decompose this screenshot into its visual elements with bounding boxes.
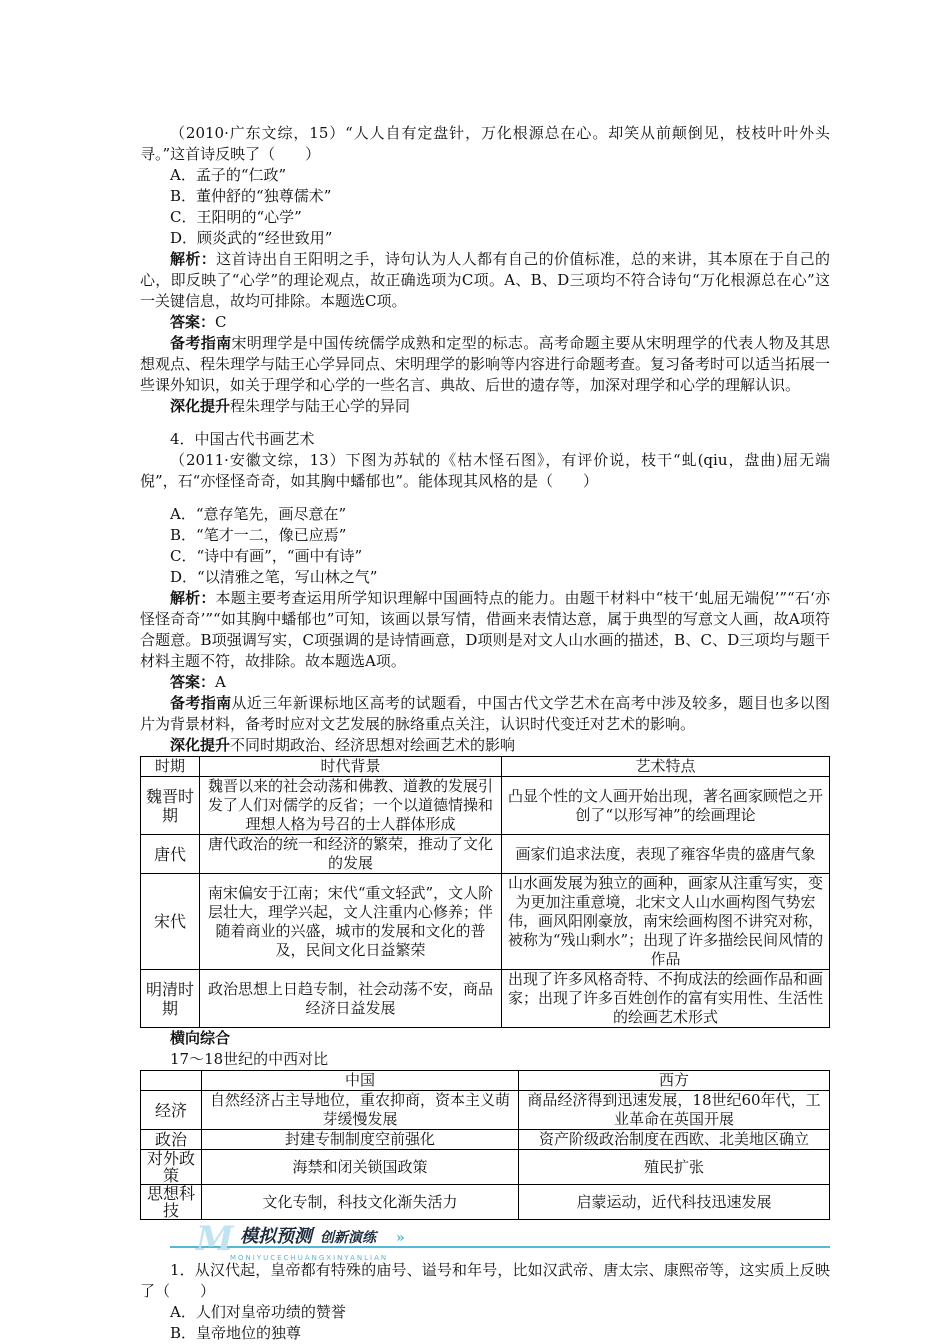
cell-china: 海禁和闭关锁国政策 (202, 1150, 519, 1185)
deepen-label: 深化提升 (170, 397, 231, 415)
cell-item: 思想科技 (141, 1185, 202, 1220)
synthesis-label-text: 横向综合 (170, 1029, 231, 1047)
banner-subtitle: 创新演练 (320, 1230, 376, 1246)
option-b: B．皇帝地位的独尊 (170, 1324, 302, 1342)
guide-label: 备考指南 (170, 334, 232, 352)
table-row (141, 1130, 830, 1150)
option-b: B．“笔才一二，像已应焉” (170, 526, 347, 544)
cell-period: 明清时期 (141, 970, 200, 1028)
table-row (141, 835, 830, 874)
answer-label: 答案： (170, 313, 216, 331)
cell-feature: 画家们追求法度，表现了雍容华贵的盛唐气象 (502, 835, 830, 874)
answer-value: C (215, 313, 227, 331)
option-d: D．“以清雅之笔，写山林之气” (170, 568, 378, 586)
deepen-text: 不同时期政治、经济思想对绘画艺术的影响 (230, 736, 516, 754)
cell-item: 政治 (141, 1130, 202, 1150)
header-feature: 艺术特点 (502, 757, 830, 777)
cell-feature: 凸显个性的文人画开始出现，著名画家顾恺之开创了“以形写神”的绘画理论 (502, 777, 830, 835)
header-west: 西方 (519, 1071, 830, 1091)
cell-west: 启蒙运动，近代科技迅速发展 (519, 1185, 830, 1220)
cell-china: 自然经济占主导地位，重农抑商，资本主义萌芽缓慢发展 (202, 1091, 519, 1130)
analysis-text: 这首诗出自王阳明之手，诗句认为人人都有自己的价值标准，总的来讲，其本原在于自己的心，即反映了“心学”的理论观点，故正确选项为C项。A、B、D三项均不符合诗句“万化根源总在心”这一关键信息，故均可排除。本题选C项。 (140, 250, 830, 310)
table-row (141, 1185, 830, 1220)
cell-china: 文化专制，科技文化渐失活力 (202, 1185, 519, 1220)
cell-item: 经济 (141, 1091, 202, 1130)
cell-feature: 出现了许多风格奇特、不拘成法的绘画作品和画家；出现了许多百姓创作的富有实用性、生活性的绘画艺术形式 (502, 970, 830, 1028)
guide-paragraph (140, 333, 830, 396)
cell-background: 唐代政治的统一和经济的繁荣，推动了文化的发展 (200, 835, 502, 874)
deepen-text: 程朱理学与陆王心学的异同 (230, 397, 411, 415)
answer-paragraph (140, 672, 830, 693)
analysis-paragraph (140, 249, 830, 312)
answer-label: 答案： (170, 673, 216, 691)
header-china: 中国 (202, 1071, 519, 1091)
guide-paragraph (140, 693, 830, 735)
table-header-row (141, 757, 830, 777)
guide-label: 备考指南 (170, 694, 232, 712)
cell-period: 唐代 (141, 835, 200, 874)
analysis-label: 解析： (170, 589, 216, 607)
option-a: A．“意存笔先，画尽意在” (170, 505, 347, 523)
header-background: 时代背景 (200, 757, 502, 777)
table-row (141, 1150, 830, 1185)
header-item (141, 1071, 202, 1091)
banner-title: 模拟预测 (240, 1226, 312, 1247)
option-a: A．人们对皇帝功绩的赞誉 (170, 1303, 346, 1321)
cell-west: 资产阶级政治制度在西欧、北美地区确立 (519, 1130, 830, 1150)
analysis-paragraph (140, 588, 830, 672)
deepen-paragraph (140, 735, 830, 756)
question-stem-2010: （2010·广东文综，15）“人人自有定盘针，万化根源总在心。却笑从前颠倒见，枝枝叶叶外头寻。”这首诗反映了（ ） (140, 124, 830, 163)
option-c: C．王阳明的“心学” (170, 208, 302, 226)
section-banner (170, 1219, 830, 1262)
cell-background: 政治思想上日趋专制，社会动荡不安，商品经济日益发展 (200, 970, 502, 1028)
spacer (140, 492, 830, 504)
guide-text: 从近三年新课标地区高考的试题看，中国古代文学艺术在高考中涉及较多，题目也多以图片为背景材料，备考时应对文艺发展的脉络重点关注，认识时代变迁对艺术的影响。 (140, 694, 830, 733)
guide-text: 宋明理学是中国传统儒学成熟和定型的标志。高考命题主要从宋明理学的代表人物及其思想观点、程朱理学与陆王心学异同点、宋明理学的影响等内容进行命题考查。复习备考时可以适当拓展一些课外知识，如关于理学和心学的一些名言、典故、后世的遗存等，加深对理学和心学的理解认识。 (140, 334, 831, 394)
cell-period: 魏晋时期 (141, 777, 200, 835)
option-b: B．董仲舒的“独尊儒术” (170, 187, 332, 205)
cell-background: 南宋偏安于江南；宋代“重文轻武”，文人阶层壮大，理学兴起，文人注重内心修养；伴随着商业的兴盛，城市的发展和文化的普及，民间文化日益繁荣 (200, 874, 502, 970)
section-title-4: 4．中国古代书画艺术 (170, 430, 315, 448)
table-header-row (141, 1071, 830, 1091)
cell-feature: 山水画发展为独立的画种，画家从注重写实，变为更加注重意境，北宋文人山水画构图气势宏伟，画风阳刚豪放，南宋绘画构图不讲究对称，被称为“残山剩水”；出现了许多描绘民间风情的作品 (502, 874, 830, 970)
analysis-label: 解析： (170, 250, 217, 268)
table-row (141, 1091, 830, 1130)
cell-background: 魏晋以来的社会动荡和佛教、道教的发展引发了人们对儒学的反省；一个以道德情操和理想人格为号召的士人群体形成 (200, 777, 502, 835)
option-a: A．孟子的“仁政” (170, 166, 287, 184)
document-page (140, 123, 830, 1344)
synthesis-label (140, 1028, 830, 1049)
answer-value: A (215, 673, 226, 691)
cell-west: 商品经济得到迅速发展，18世纪60年代，工业革命在英国开展 (519, 1091, 830, 1130)
double-arrow-icon: » (396, 1230, 405, 1246)
option-d: D．顾炎武的“经世致用” (170, 229, 333, 247)
deepen-label: 深化提升 (170, 736, 231, 754)
question-stem-1: 1．从汉代起，皇帝都有特殊的庙号、谥号和年号，比如汉武帝、唐太宗、康熙帝等，这实质上反映了（ ） (140, 1261, 830, 1300)
spacer (140, 417, 830, 429)
deepen-paragraph (140, 396, 830, 417)
cell-china: 封建专制制度空前强化 (202, 1130, 519, 1150)
table-row (141, 777, 830, 835)
synthesis-subtitle: 17～18世纪的中西对比 (170, 1050, 329, 1068)
cell-west: 殖民扩张 (519, 1150, 830, 1185)
header-period: 时期 (141, 757, 200, 777)
analysis-text: 本题主要考查运用所学知识理解中国画特点的能力。由题干材料中“枝干‘虬屈无端倪’”“石‘亦怪怪奇奇’”“如其胸中蟠郁也”可知，该画以景写情，借画来表情达意，属于典型的写意文人画，故A项符合题意。B项强调写实，C项强调的是诗情画意，D项则是对文人山水画的描述，B、C、D三项均与题干材料主题不符，故排除。故本题选A项。 (140, 589, 830, 670)
table-row (141, 970, 830, 1028)
banner-pinyin: MONIYUCECHUANGXINYANLIAN (230, 1254, 389, 1262)
painting-art-table (140, 756, 830, 1028)
china-west-comparison-table (140, 1070, 830, 1220)
answer-paragraph (140, 312, 830, 333)
cell-period: 宋代 (141, 874, 200, 970)
banner-logo-mark: M (196, 1219, 234, 1259)
cell-item: 对外政策 (141, 1150, 202, 1185)
table-row (141, 874, 830, 970)
option-c: C．“诗中有画”，“画中有诗” (170, 547, 363, 565)
question-stem-2011: （2011·安徽文综，13）下图为苏轼的《枯木怪石图》，有评价说，枝干“虬(qiu，盘曲)屈无端倪”，石“亦怪怪奇奇，如其胸中蟠郁也”。能体现其风格的是（ ） (140, 451, 830, 490)
